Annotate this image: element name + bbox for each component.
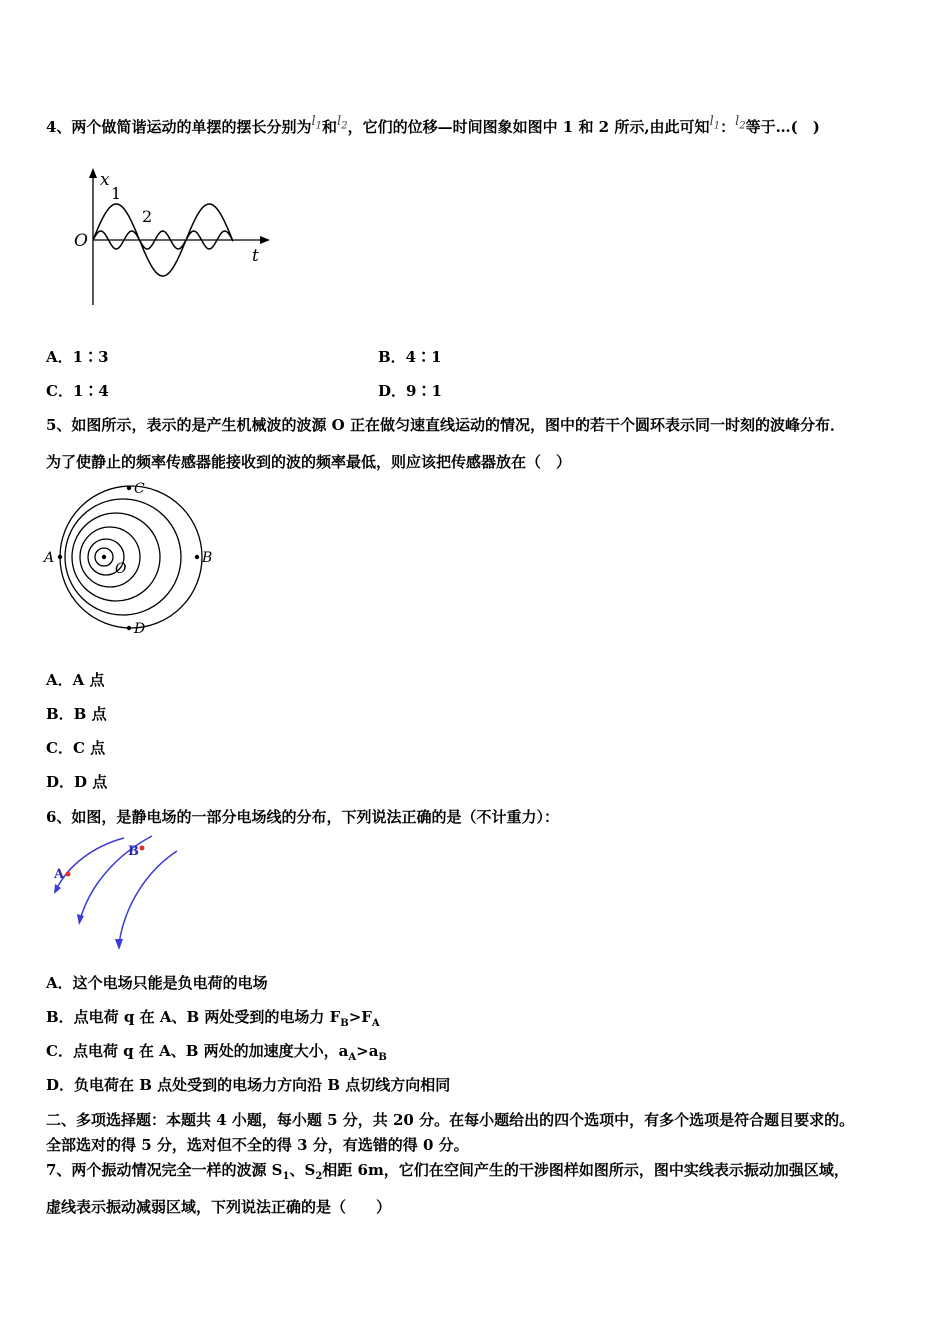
t-axis-label: t <box>252 246 259 266</box>
q4-text-b: ，它们的位移—时间图象如图中 1 和 2 所示,由此可知 <box>347 118 710 136</box>
field-line-3-arrow <box>115 939 123 950</box>
q4-text-a: 4、两个做简谐运动的单摆的摆长分别为 <box>46 118 312 136</box>
ratio-l1-symbol: $l_1$ <box>709 114 721 132</box>
q5-stem-line1: 5、如图所示，表示的是产生机械波的波源 O 正在做匀速直线运动的情况，图中的若干个圆环表示同一时刻的波峰分布． <box>46 416 845 434</box>
source-o-label: O <box>115 561 127 577</box>
point-a-dot <box>58 555 62 559</box>
wave-ring-4 <box>80 527 140 587</box>
q5-option-a[interactable]: A．A 点 <box>46 671 105 689</box>
wave-ring-2 <box>65 499 181 615</box>
q6-option-a[interactable]: A．这个电场只能是负电荷的电场 <box>46 974 268 992</box>
section2-heading-line2: 全部选对的得 5 分，选对但不全的得 3 分，有选错的得 0 分。 <box>46 1136 469 1154</box>
q5-option-b[interactable]: B．B 点 <box>46 705 107 723</box>
point-b-label: B <box>128 844 139 859</box>
source-o-dot <box>102 555 106 559</box>
q4-option-b[interactable]: B．4∶1 <box>378 348 442 366</box>
q6-option-d[interactable]: D．负电荷在 B 点处受到的电场力方向沿 B 点切线方向相同 <box>46 1076 451 1094</box>
section2-heading-line1: 二、多项选择题：本题共 4 小题，每小题 5 分，共 20 分。在每小题给出的四个选项中，有多个选项是符合题目要求的。 <box>46 1111 855 1129</box>
q6-electric-field-figure <box>46 832 186 957</box>
q4-option-c[interactable]: C．1∶4 <box>46 382 109 400</box>
x-axis-label: x <box>100 170 110 190</box>
point-d-dot <box>127 626 131 630</box>
q4-displacement-time-graph <box>60 165 280 310</box>
q6-stem: 6、如图，是静电场的一部分电场线的分布，下列说法正确的是（不计重力）： <box>46 808 559 826</box>
curve-2-label: 2 <box>142 207 153 226</box>
l2-symbol: $l_2$ <box>337 114 348 132</box>
x-axis-arrow <box>89 168 97 178</box>
q6-option-c[interactable]: C．点电荷 q 在 A、B 两处的加速度大小，$a_A>a_B$ <box>46 1042 387 1063</box>
field-line-3 <box>119 851 177 944</box>
q5-stem-line2: 为了使静止的频率传感器能接收到的波的频率最低，则应该把传感器放在（ ） <box>46 453 572 471</box>
point-a-label: A <box>44 550 55 566</box>
q4-option-d[interactable]: D．9∶1 <box>378 382 442 400</box>
ratio-colon: ： <box>720 118 736 136</box>
point-a-dot <box>66 872 71 877</box>
q5-wave-source-figure <box>40 478 225 638</box>
point-c-dot <box>127 486 131 490</box>
point-b-label: B <box>202 550 213 566</box>
q6-option-b[interactable]: B．点电荷 q 在 A、B 两处受到的电场力 $F_B>F_A$ <box>46 1008 380 1029</box>
q4-stem <box>46 116 820 139</box>
field-line-2-arrow <box>77 914 84 925</box>
ratio-l2-symbol: $l_2$ <box>735 114 746 132</box>
q7-stem-line2: 虚线表示振动减弱区域，下列说法正确的是（ ） <box>46 1198 392 1216</box>
point-d-label: D <box>134 621 146 637</box>
curve-1-label: 1 <box>111 184 122 203</box>
q4-and: 和 <box>322 118 338 136</box>
point-b-dot <box>140 846 145 851</box>
q4-option-a[interactable]: A．1∶3 <box>46 348 109 366</box>
q4-text-c: 等于…( ) <box>745 118 820 136</box>
wave-ring-3 <box>72 513 160 601</box>
point-b-dot <box>195 555 199 559</box>
t-axis-arrow <box>260 236 270 244</box>
q5-option-c[interactable]: C．C 点 <box>46 739 106 757</box>
point-c-label: C <box>134 481 145 497</box>
point-a-label: A <box>54 867 65 882</box>
q5-option-d[interactable]: D．D 点 <box>46 773 108 791</box>
l1-symbol: $l_1$ <box>311 114 322 132</box>
origin-label: O <box>74 231 88 251</box>
q7-stem-line1: 7、两个振动情况完全一样的波源 $S_1$、$S_2$相距 6m，它们在空间产生的干涉图样如图所示，图中实线表示振动加强区域， <box>46 1161 849 1182</box>
